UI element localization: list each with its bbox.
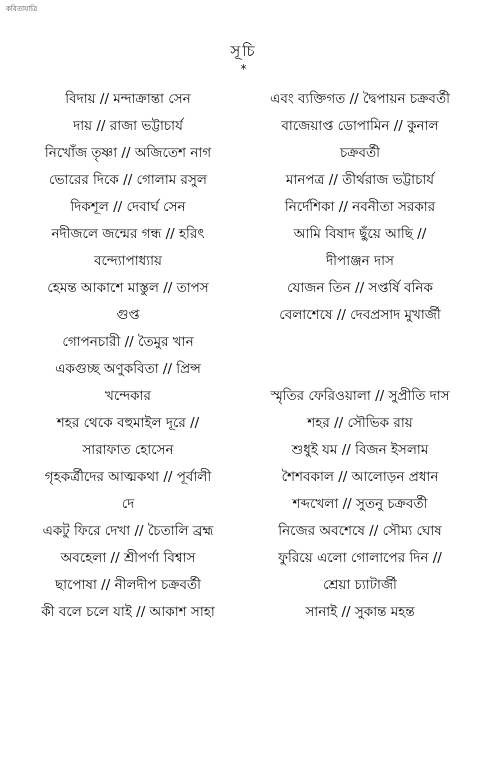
toc-entry: মানপত্র // তীর্থরাজ ভট্টাচার্য (285, 172, 435, 188)
toc-right-top-group (270, 86, 450, 329)
page-title: সূচি (230, 42, 257, 60)
toc-entry: কী বলে চলে যাই // আকাশ সাহা (41, 604, 215, 620)
toc-entry: বেলাশেষে // দেবপ্রসাদ মুখার্জী (279, 307, 441, 323)
toc-entry: নিজের অবশেষে // সৌম্য ঘোষ (278, 523, 442, 539)
toc-entry: হেমন্ত আকাশে মাস্তুল // তাপস গুপ্ত (47, 280, 209, 323)
toc-entry: শৈশবকাল // আলোড়ন প্রধান (281, 469, 439, 485)
toc-entry: একটু ফিরে দেখা // চৈতালি ব্রহ্ম (42, 523, 214, 539)
toc-entry: ভোরের দিকে // গোলাম রসুল (49, 172, 207, 188)
toc-entry: দিকশূল // দেবার্ঘ সেন (70, 199, 186, 215)
toc-entry: শুধুই যম // বিজন ইসলাম (291, 442, 429, 458)
toc-entry: এবং ব্যক্তিগত // দ্বৈপায়ন চক্রবর্তী (270, 91, 450, 107)
toc-entry: শহর // সৌভিক রায় (307, 415, 413, 431)
toc-entry: যোজন তিন // সপ্তর্ষি বনিক (287, 280, 433, 296)
toc-entry: একগুচ্ছ অণুকবিতা // প্রিন্স খন্দেকার (55, 361, 201, 404)
toc-right-bottom-group (270, 383, 450, 626)
toc-entry: ছাপোষা // নীলদীপ চক্রবর্তী (54, 577, 202, 593)
toc-entry: শব্দখেলা // সুতনু চক্রবর্তী (292, 496, 428, 512)
toc-right-column (270, 86, 450, 626)
toc-entry: দায় // রাজা ভট্টাচার্য (73, 118, 183, 134)
toc-entry: নিখোঁজ তৃষ্ণা // অজিতেশ নাগ (44, 145, 212, 161)
toc-entry: স্মৃতির ফেরিওয়ালা // সুপ্রীতি দাস (270, 388, 450, 404)
toc-entry: সানাই // সুকান্ত মহন্ত (305, 604, 415, 620)
toc-entry: গোপনচারী // তৈমুর খান (62, 334, 194, 350)
toc-entry: শহর থেকে বহুমাইল দূরে // সারাফাত হোসেন (56, 415, 200, 458)
toc-entry: আমি বিষাদ ছুঁয়ে আছি // দীপাঞ্জন দাস (293, 226, 427, 269)
toc-left-column (38, 86, 218, 626)
toc-entry: গৃহকর্ত্রীদের আত্মকথা // পূর্বালী দে (44, 469, 212, 512)
toc-entry: নদীজলে জন্মের গন্ধ // হরিৎ বন্দ্যোপাধ্যায় (51, 226, 205, 269)
toc-entry: বাজেয়াপ্ত ডোপামিন // কুনাল চক্রবর্তী (281, 118, 439, 161)
toc-entry: অবহেলা // শ্রীপর্ণা বিশ্বাস (60, 550, 196, 566)
toc-entry: ফুরিয়ে এলো গোলাপের দিন // শ্রেয়া চ্যাটার্জী (278, 550, 442, 593)
toc-entry: নির্দেশিকা // নবনীতা সরকার (284, 199, 436, 215)
toc-entry: বিদায় // মন্দাক্রান্তা সেন (65, 91, 191, 107)
header-tag: কবিতাযাত্রি (6, 5, 38, 13)
star-ornament: * (240, 62, 247, 76)
column-gap (270, 329, 450, 383)
